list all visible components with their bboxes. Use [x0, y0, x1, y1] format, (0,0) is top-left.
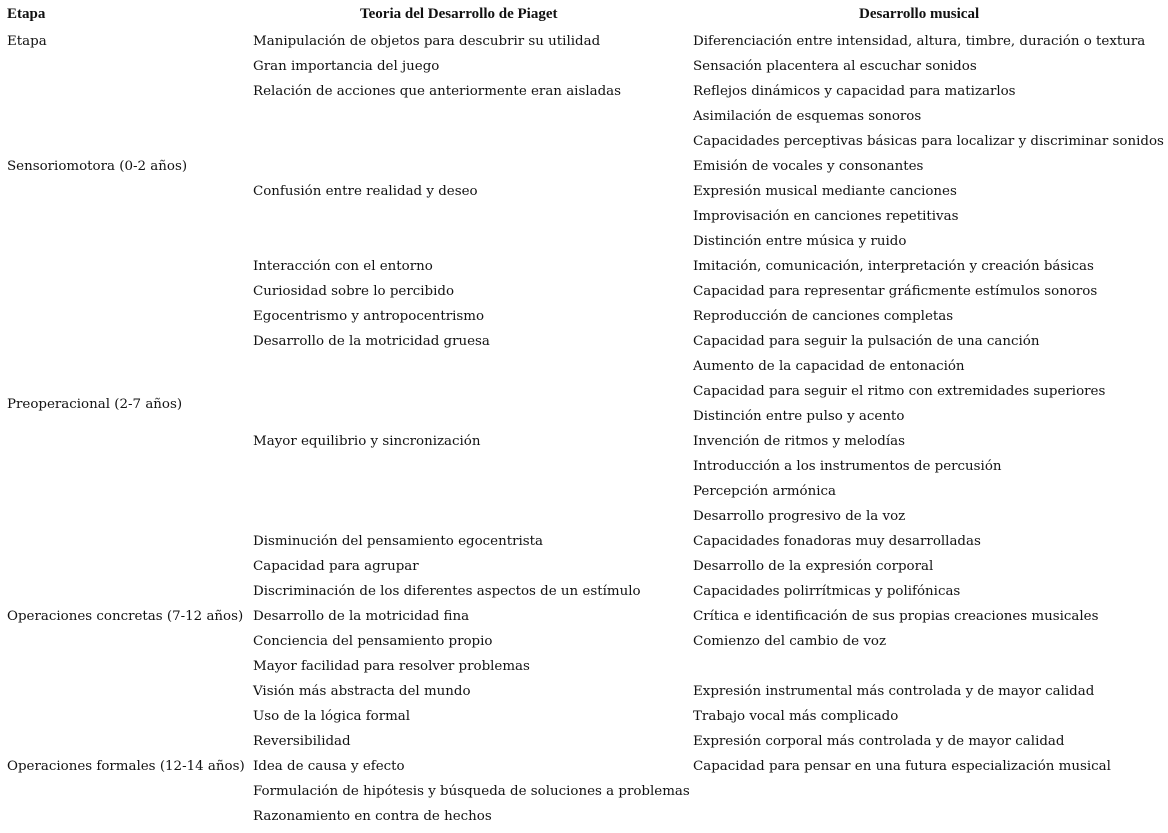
- piaget-item: Confusión entre realidad y deseo: [253, 184, 478, 199]
- piaget-item: Idea de causa y efecto: [253, 759, 405, 774]
- stage-label: Preoperacional (2-7 años): [7, 396, 183, 412]
- piaget-item: Visión más abstracta del mundo: [253, 684, 471, 699]
- musica-item: Capacidades polirrítmicas y polifónicas: [693, 584, 961, 599]
- musica-item: Diferenciación entre intensidad, altura, timbre, duración o textura: [693, 34, 1146, 49]
- musica-item: Imitación, comunicación, interpretación y creación básicas: [693, 259, 1094, 274]
- musica-item: Capacidad para seguir la pulsación de una canción: [693, 334, 1040, 349]
- musica-item: Desarrollo de la expresión corporal: [693, 559, 934, 574]
- musica-item: Crítica e identificación de sus propias creaciones musicales: [693, 609, 1099, 624]
- musica-item: Desarrollo progresivo de la voz: [693, 509, 906, 524]
- piaget-item: Relación de acciones que anteriormente eran aisladas: [253, 84, 622, 99]
- piaget-item: Discriminación de los diferentes aspectos de un estímulo: [253, 584, 641, 599]
- musica-item: Expresión musical mediante canciones: [693, 184, 957, 199]
- piaget-item: Curiosidad sobre lo percibido: [253, 284, 455, 299]
- musica-item: Distinción entre pulso y acento: [693, 409, 905, 424]
- piaget-item: Gran importancia del juego: [253, 59, 440, 74]
- piaget-item: Mayor equilibrio y sincronización: [253, 434, 481, 449]
- musica-item: Comienzo del cambio de voz: [693, 634, 887, 649]
- musica-item: Emisión de vocales y consonantes: [693, 159, 924, 174]
- musica-item: Invención de ritmos y melodías: [693, 434, 905, 449]
- musica-item: Improvisación en canciones repetitivas: [693, 209, 959, 224]
- piaget-item: Conciencia del pensamiento propio: [253, 634, 493, 649]
- piaget-item: Manipulación de objetos para descubrir su utilidad: [253, 34, 601, 49]
- stage-label: Operaciones formales (12-14 años): [7, 759, 245, 774]
- musica-item: Expresión corporal más controlada y de mayor calidad: [693, 734, 1065, 749]
- piaget-item: Capacidad para agrupar: [253, 559, 419, 574]
- piaget-item: Razonamiento en contra de hechos: [253, 809, 492, 824]
- musica-item: Capacidades fonadoras muy desarrolladas: [693, 534, 981, 549]
- piaget-item: Interacción con el entorno: [253, 259, 433, 274]
- musica-item: Aumento de la capacidad de entonación: [693, 359, 965, 374]
- stage-label: Sensoriomotora (0-2 años): [7, 159, 188, 174]
- stage-label: Operaciones concretas (7-12 años): [7, 609, 244, 624]
- musica-item: Percepción armónica: [693, 484, 836, 499]
- musica-item: Capacidad para pensar en una futura especialización musical: [693, 759, 1111, 774]
- musica-item: Capacidades perceptivas básicas para localizar y discriminar sonidos: [693, 134, 1164, 149]
- musica-item: Introducción a los instrumentos de percusión: [693, 459, 1002, 474]
- header-etapa: Etapa: [7, 6, 46, 22]
- piaget-item: Uso de la lógica formal: [253, 709, 411, 724]
- header-piaget: Teoria del Desarrollo de Piaget: [360, 6, 558, 22]
- musica-item: Capacidad para seguir el ritmo con extremidades superiores: [693, 384, 1106, 399]
- piaget-item: Disminución del pensamiento egocentrista: [253, 534, 543, 549]
- header-desarrollo-musical: Desarrollo musical: [859, 6, 980, 22]
- musica-item: Sensación placentera al escuchar sonidos: [693, 59, 977, 74]
- piaget-item: Desarrollo de la motricidad gruesa: [253, 334, 490, 349]
- musica-item: Trabajo vocal más complicado: [693, 709, 899, 724]
- stage-label: Etapa: [7, 34, 47, 49]
- musica-item: Asimilación de esquemas sonoros: [693, 109, 922, 124]
- piaget-item: Desarrollo de la motricidad fina: [253, 609, 470, 624]
- piaget-item: Reversibilidad: [253, 734, 351, 749]
- musica-item: Reflejos dinámicos y capacidad para matizarlos: [693, 84, 1016, 99]
- piaget-item: Egocentrismo y antropocentrismo: [253, 309, 485, 324]
- piaget-item: Formulación de hipótesis y búsqueda de soluciones a problemas: [253, 784, 690, 799]
- musica-item: Expresión instrumental más controlada y de mayor calidad: [693, 684, 1095, 699]
- musica-item: Capacidad para representar gráficmente estímulos sonoros: [693, 284, 1098, 299]
- musica-item: Distinción entre música y ruido: [693, 234, 907, 249]
- piaget-item: Mayor facilidad para resolver problemas: [253, 659, 530, 674]
- musica-item: Reproducción de canciones completas: [693, 309, 954, 324]
